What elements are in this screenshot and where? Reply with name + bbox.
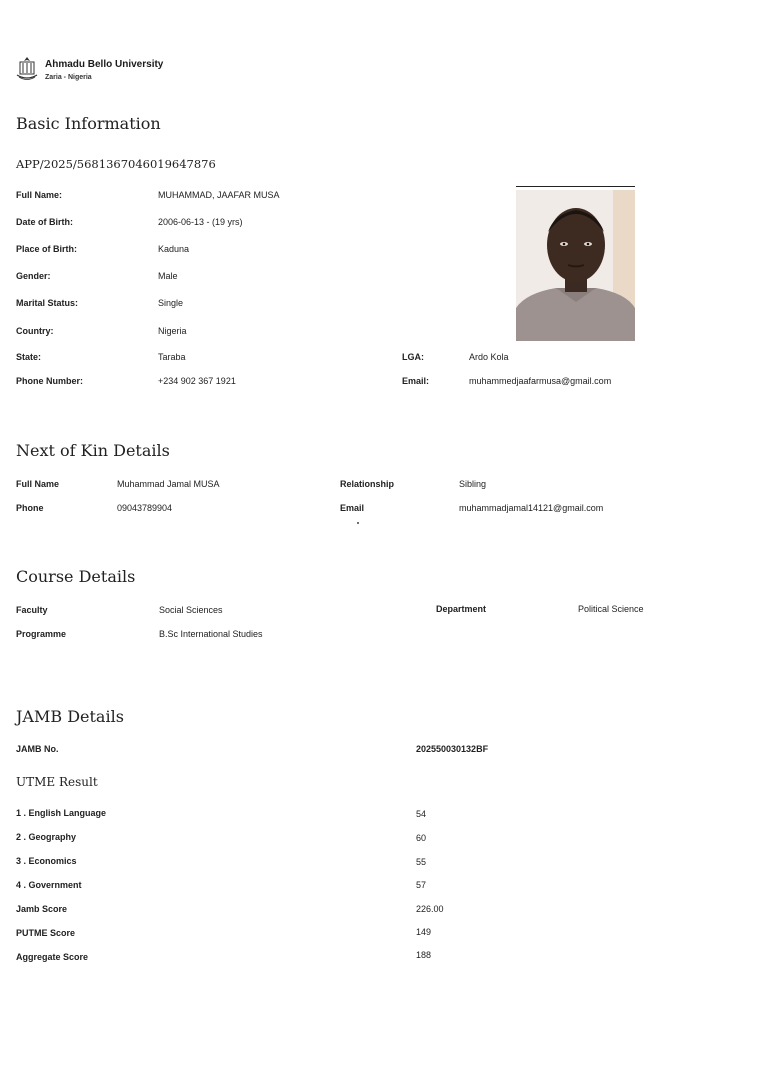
putme-score-value: 149 — [416, 927, 432, 937]
phone-value: +234 902 367 1921 — [158, 376, 236, 386]
kin-name-value: Muhammad Jamal MUSA — [117, 479, 220, 489]
kin-title: Next of Kin Details — [16, 441, 170, 460]
full-name-value: MUHAMMAD, JAAFAR MUSA — [158, 190, 280, 200]
kin-phone-value: 09043789904 — [117, 503, 173, 513]
pob-value: Kaduna — [158, 244, 190, 254]
lga-value: Ardo Kola — [469, 352, 509, 362]
kin-email-label: Email — [340, 503, 365, 513]
pob-label: Place of Birth: — [16, 244, 78, 254]
country-value: Nigeria — [158, 326, 187, 336]
state-label: State: — [16, 352, 42, 362]
university-name: Ahmadu Bello University — [45, 59, 164, 70]
result-score: 57 — [416, 880, 427, 890]
jamb-no-label: JAMB No. — [16, 744, 59, 754]
faculty-label: Faculty — [16, 605, 48, 615]
result-subject: 4 . Government — [16, 880, 82, 890]
result-score: 60 — [416, 833, 427, 843]
department-label: Department — [436, 604, 487, 614]
utme-title: UTME Result — [16, 775, 98, 789]
email-value: muhammedjaafarmusa@gmail.com — [469, 376, 612, 386]
course-title: Course Details — [16, 567, 136, 586]
kin-email-value: muhammadjamal14121@gmail.com — [459, 503, 604, 513]
lga-label: LGA: — [402, 352, 424, 362]
phone-label: Phone Number: — [16, 376, 84, 386]
result-subject: 3 . Economics — [16, 856, 77, 866]
university-logo — [15, 56, 39, 82]
dob-label: Date of Birth: — [16, 217, 73, 227]
programme-label: Programme — [16, 629, 67, 639]
person-photo-icon — [516, 190, 635, 341]
jamb-title: JAMB Details — [16, 707, 124, 726]
programme-value: B.Sc International Studies — [159, 629, 263, 639]
result-subject: 2 . Geography — [16, 832, 77, 842]
jamb-no-value: 202550030132BF — [416, 744, 489, 754]
result-score: 54 — [416, 809, 427, 819]
application-number: APP/2025/5681367046019647876 — [16, 157, 216, 171]
university-location: Zaria - Nigeria — [45, 74, 92, 81]
basic-info-title: Basic Information — [16, 114, 161, 133]
state-value: Taraba — [158, 352, 186, 362]
putme-score-label: PUTME Score — [16, 928, 76, 938]
aggregate-score-label: Aggregate Score — [16, 952, 89, 962]
country-label: Country: — [16, 326, 54, 336]
photo-top-rule — [516, 186, 635, 187]
result-subject: 1 . English Language — [16, 808, 107, 818]
kin-relationship-value: Sibling — [459, 479, 487, 489]
marital-value: Single — [158, 298, 184, 308]
marital-label: Marital Status: — [16, 298, 79, 308]
passport-photo — [516, 190, 635, 341]
kin-name-label: Full Name — [16, 479, 60, 489]
kin-phone-label: Phone — [16, 503, 44, 513]
department-value: Political Science — [578, 604, 644, 614]
faculty-value: Social Sciences — [159, 605, 223, 615]
dob-value: 2006-06-13 - (19 yrs) — [158, 217, 243, 227]
jamb-score-value: 226.00 — [416, 904, 444, 914]
stray-dot — [357, 522, 359, 524]
gender-value: Male — [158, 271, 178, 281]
result-score: 55 — [416, 857, 427, 867]
jamb-score-label: Jamb Score — [16, 904, 68, 914]
gender-label: Gender: — [16, 271, 51, 281]
kin-relationship-label: Relationship — [340, 479, 395, 489]
full-name-label: Full Name: — [16, 190, 63, 200]
aggregate-score-value: 188 — [416, 950, 432, 960]
university-crest-icon — [15, 56, 39, 82]
email-label: Email: — [402, 376, 430, 386]
